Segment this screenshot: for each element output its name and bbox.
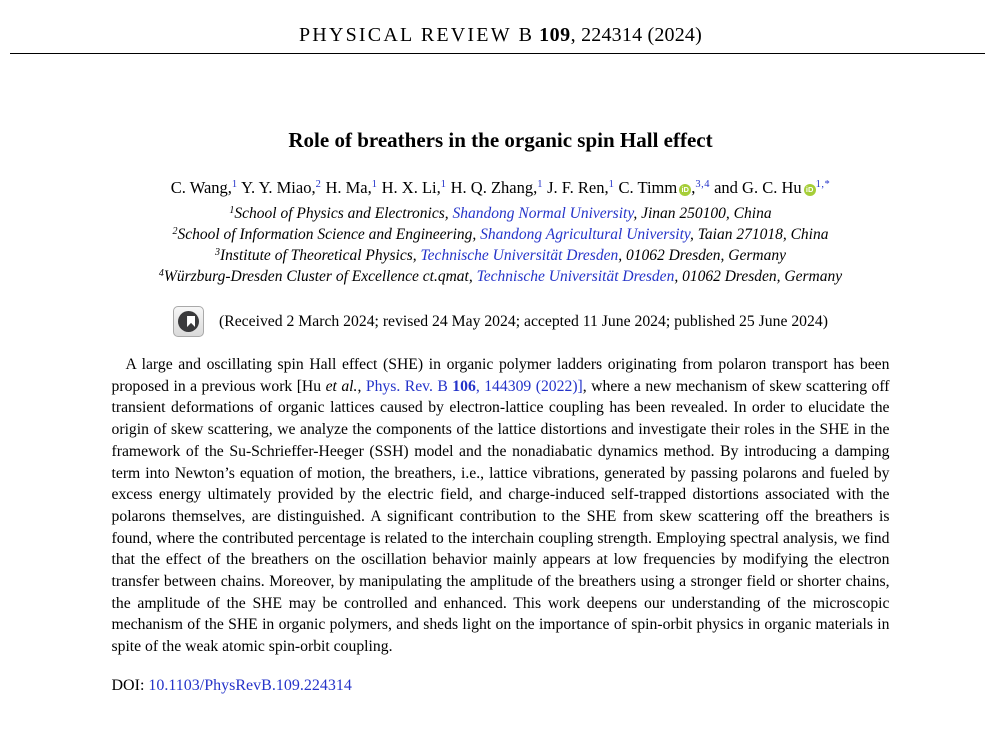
author-affiliation-ref[interactable]: 1	[608, 179, 615, 190]
author-affiliation-ref[interactable]: 1	[537, 179, 543, 190]
institution-link[interactable]: Shandong Normal University	[452, 205, 634, 222]
doi-line	[112, 677, 890, 695]
et-al-italic: et al.	[325, 377, 358, 395]
paper-title: Role of breathers in the organic spin Hall effect	[288, 128, 713, 152]
institution-link[interactable]: Technische Universität Dresden	[420, 247, 619, 264]
affiliation-number: 2	[172, 226, 178, 237]
author-affiliation-ref[interactable]: 1	[371, 179, 378, 190]
orcid-icon[interactable]: iD	[804, 184, 816, 196]
citation-link[interactable]: , 144309 (2022)]	[475, 377, 583, 395]
header-rule	[10, 53, 985, 54]
doi-label: DOI:	[111, 676, 145, 694]
journal-header	[0, 0, 1001, 46]
author-affiliation-ref[interactable]: 3,4	[695, 179, 710, 190]
affiliation-line: $^1$School of Physics and Electronics, Shandong Normal University, Jinan 250100, China	[229, 205, 772, 222]
affiliation-line: $^2$School of Information Science and Engineering, Shandong Agricultural University, Taian 271018, China	[172, 226, 829, 243]
author-affiliation-ref[interactable]: 1	[440, 179, 447, 190]
received-dates: (Received 2 March 2024; revised 24 May 2024; accepted 11 June 2024; published 25 June 2024)	[219, 312, 828, 330]
crossmark-icon[interactable]	[173, 306, 204, 337]
affiliation-number: 4	[158, 268, 164, 279]
affiliation-number: 1	[229, 205, 235, 216]
crossmark-flag	[187, 316, 195, 327]
abstract-text: A large and oscillating spin Hall effect (SHE) in organic polymer ladders originating from polaron transport has been proposed in a previous work [Hu et al., Phys. Rev. B 106, 144309 (2022)], where a new mechanism of skew scattering off transient deformations of organic lattices caused by electron-lattice coupling has been revealed. In order to elucidate the origin of skew scattering, we analyze the components of the lattice distortions and investigate their roles in the SHE in the framework of the Su-Schrieffer-Heeger (SSH) model and the nonadiabatic dynamics method. By introducing a damping term into Newton’s equation of motion, the breathers, i.e., lattice vibrations, generated by passing polarons and fueled by excess energy ultimately provided by the electric field, and charge-induced self-trapped distortions associated with the polarons themselves, are distinguished. A significant contribution to the SHE from skew scattering off the breathers is found, where the contributed percentage is related to the interchain coupling strength. Employing spectral analysis, we find that the effect of the breathers on the oscillation behavior mainly appears at low frequencies by modifying the electron transfer between chains. Moreover, by manipulating the amplitude of the breathers using a stronger field or shorter chains, the amplitude of the SHE may be controlled and enhanced. This work deepens our understanding of the microscopic mechanism of the SHE in organic polymers, and sheds light on the importance of spin-orbit physics in organic materials in spite of the weak atomic spin-orbit coupling.	[111, 356, 890, 656]
orcid-icon[interactable]: iD	[679, 184, 691, 196]
journal-citation-suffix: , 224314 (2024)	[570, 24, 702, 46]
doi-link[interactable]: 10.1103/PhysRevB.109.224314	[148, 676, 352, 694]
affiliation-number: 3	[215, 247, 221, 258]
received-row	[0, 306, 1001, 337]
affiliations	[0, 203, 1001, 287]
institution-link[interactable]: Technische Universität Dresden	[476, 268, 675, 285]
author-affiliation-ref[interactable]: 1,*	[815, 179, 831, 190]
citation-link[interactable]: 106	[452, 377, 476, 395]
affiliation-line: $^4$Würzburg-Dresden Cluster of Excellence ct.qmat, Technische Universität Dresden, 01062 Dresden, Germany	[158, 268, 843, 285]
author-line: C. Wang,$^1$ Y. Y. Miao,$^2$ H. Ma,$^1$ H. X. Li,$^1$ H. Q. Zhang,$^1$ J. F. Ren,$^1$ C. Timm iD ,$^{3,4}$ and G. C. Hu iD $^{1,*}$	[170, 178, 831, 197]
citation-link[interactable]: Phys. Rev. B	[365, 377, 453, 395]
author-affiliation-ref[interactable]: 2	[315, 179, 322, 190]
affiliation-line: $^3$Institute of Theoretical Physics, Technische Universität Dresden, 01062 Dresden, Germany	[215, 247, 786, 264]
author-affiliation-ref[interactable]: 1	[231, 179, 238, 190]
institution-link[interactable]: Shandong Agricultural University	[480, 226, 690, 243]
crossmark-circle	[178, 311, 199, 332]
journal-name: PHYSICAL REVIEW B	[298, 24, 535, 46]
journal-volume: 109	[539, 24, 571, 46]
